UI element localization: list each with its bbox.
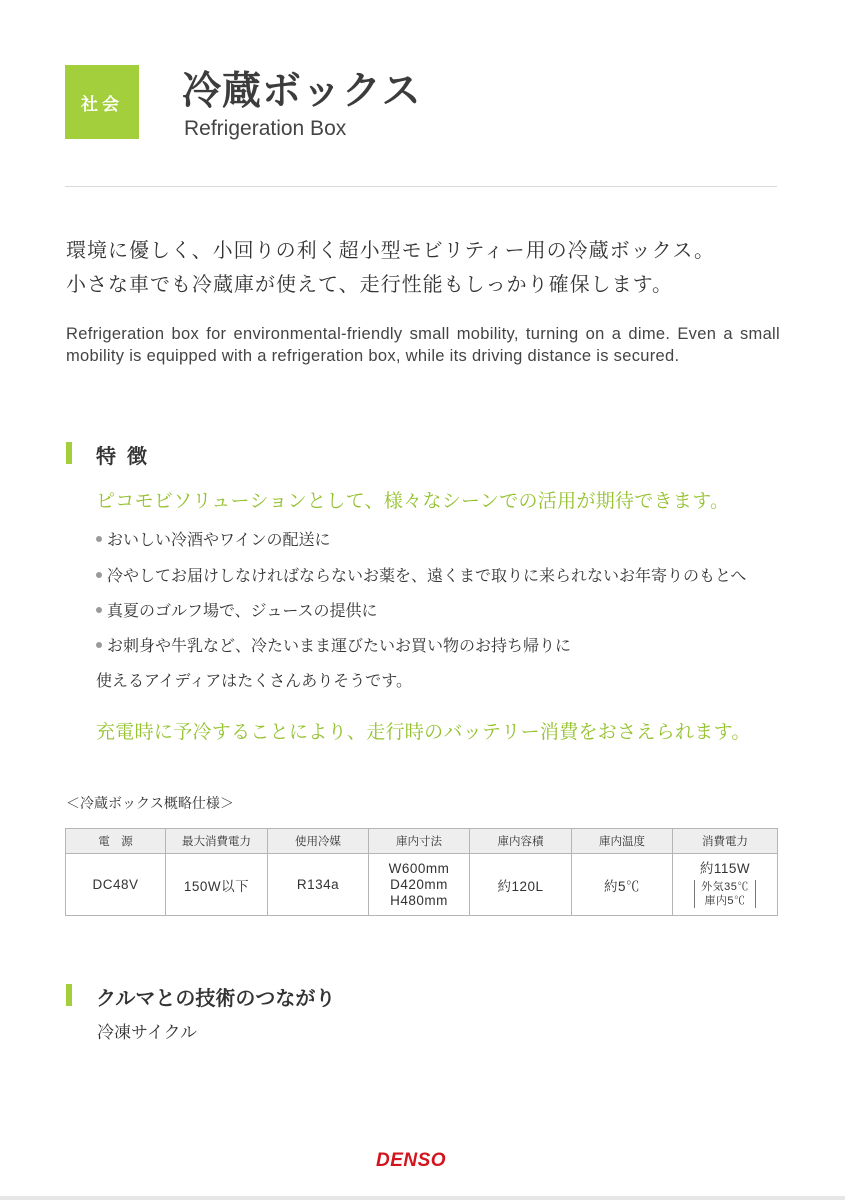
tech-heading: クルマとの技術のつながり (96, 986, 336, 1010)
bottom-band (0, 1196, 845, 1200)
spec-dim-width: W600mm (388, 860, 450, 876)
page-subtitle: Refrigeration Box (184, 117, 347, 140)
header-divider (65, 186, 777, 187)
spec-volume: 約120L (470, 854, 572, 916)
denso-logo: DENSO (376, 1150, 447, 1171)
spec-dimensions (369, 854, 470, 916)
spec-consumption (673, 854, 778, 916)
feature-bullet-text: お刺身や牛乳など、冷たいまま運びたいお買い物のお持ち帰りに (107, 636, 572, 655)
bullet-dot (96, 572, 102, 578)
bullet-dot (96, 642, 102, 648)
spec-condition-inside: 庫内5℃ (704, 895, 746, 907)
spec-value-row (66, 854, 778, 916)
spec-power-source: DC48V (66, 854, 166, 916)
spec-caption: ＜冷蔵ボックス概略仕様＞ (66, 796, 234, 812)
spec-header-cell: 電 源 (66, 829, 166, 854)
feature-bullet (96, 598, 378, 621)
features-closing: 使えるアイディアはたくさんありそうです。 (96, 671, 413, 690)
spec-max-power: 150W以下 (166, 854, 268, 916)
feature-bullet (96, 527, 331, 550)
spec-consumption-value: 約115W (699, 861, 751, 876)
spec-dim-height: H480mm (390, 892, 448, 908)
bullet-dot (96, 607, 102, 613)
intro-jp-line-2: 小さな車でも冷蔵庫が使えて、走行性能もしっかり確保します。 (66, 272, 673, 296)
features-note: 充電時に予冷することにより、走行時のバッテリー消費をおさえられます。 (96, 721, 751, 743)
category-badge: 社会 (65, 65, 139, 139)
spec-dim-depth: D420mm (390, 876, 448, 892)
tech-heading-bar (66, 984, 72, 1006)
spec-header-cell: 庫内温度 (572, 829, 673, 854)
spec-temperature: 約5℃ (572, 854, 673, 916)
spec-consumption-conditions (694, 880, 756, 908)
features-tagline: ピコモビソリューションとして、様々なシーンでの活用が期待できます。 (96, 490, 730, 512)
features-heading-bar (66, 442, 72, 464)
bullet-dot (96, 536, 102, 542)
spec-header-cell: 庫内寸法 (369, 829, 470, 854)
spec-refrigerant: R134a (268, 854, 369, 916)
intro-en-paragraph: Refrigeration box for environmental-friendly small mobility, turning on a dime. Even a small mobility is equipped with a refrigeration box, while its driving distance is secured. (66, 325, 780, 365)
tech-text: 冷凍サイクル (97, 1023, 197, 1043)
spec-header-cell: 最大消費電力 (166, 829, 268, 854)
feature-bullet-text: 真夏のゴルフ場で、ジュースの提供に (107, 601, 378, 620)
spec-header-cell: 使用冷媒 (268, 829, 369, 854)
intro-jp-line-1: 環境に優しく、小回りの利く超小型モビリティー用の冷蔵ボックス。 (66, 238, 715, 262)
spec-header-cell: 消費電力 (673, 829, 778, 854)
spec-header-cell: 庫内容積 (470, 829, 572, 854)
spec-table (65, 828, 778, 916)
page-title: 冷蔵ボックス (182, 69, 422, 114)
feature-bullet-text: おいしい冷酒やワインの配送に (107, 530, 331, 549)
feature-bullet (96, 633, 571, 656)
feature-bullet-text: 冷やしてお届けしなければならないお薬を、遠くまで取りに来られないお年寄りのもとへ (107, 566, 747, 585)
feature-bullet (96, 563, 746, 586)
features-heading: 特 徴 (96, 444, 149, 468)
spec-condition-outside: 外気35℃ (701, 881, 749, 893)
spec-header-row (66, 829, 778, 854)
